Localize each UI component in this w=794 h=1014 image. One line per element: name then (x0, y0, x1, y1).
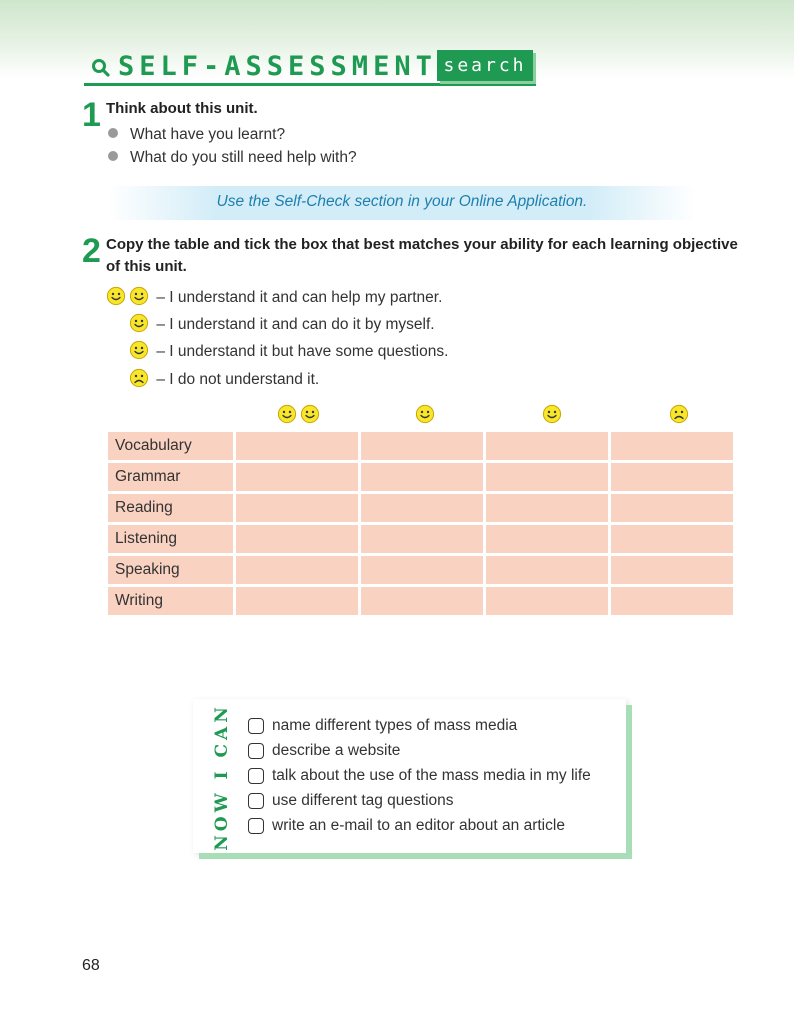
column-header-excellent (237, 404, 362, 424)
row-label: Listening (108, 525, 233, 553)
banner-text: Use the Self-Check section in your Online Application. (216, 193, 588, 210)
tick-cell[interactable] (361, 463, 483, 491)
sad-face-icon (129, 368, 149, 388)
can-do-item[interactable]: name different types of mass media (248, 716, 517, 736)
tick-cell[interactable] (486, 494, 608, 522)
table-row (108, 432, 733, 460)
tick-cell[interactable] (361, 432, 483, 460)
tick-cell[interactable] (236, 556, 358, 584)
smiley-icon (106, 286, 126, 306)
table-row (108, 463, 733, 491)
column-header-ok (491, 404, 616, 424)
tick-cell[interactable] (236, 525, 358, 553)
now-i-can-label: NOW I CAN (212, 703, 232, 851)
tick-cell[interactable] (611, 463, 733, 491)
tick-cell[interactable] (611, 556, 733, 584)
question-number-2: 2 (82, 232, 101, 270)
smiley-icon (129, 340, 149, 360)
row-label: Reading (108, 494, 233, 522)
smiley-icon (129, 313, 149, 333)
question-1-title: Think about this unit. (106, 100, 258, 117)
bullet-item: What do you still need help with? (108, 148, 357, 168)
tick-cell[interactable] (361, 494, 483, 522)
tick-cell[interactable] (486, 587, 608, 615)
tick-cell[interactable] (236, 587, 358, 615)
question-number-1: 1 (82, 96, 101, 134)
sad-face-icon (669, 404, 689, 424)
tick-cell[interactable] (361, 525, 483, 553)
tick-cell[interactable] (611, 432, 733, 460)
row-label: Writing (108, 587, 233, 615)
legend-row-good: – I understand it and can do it by myself. (129, 313, 435, 336)
now-i-can-box (193, 699, 626, 853)
smiley-icon (300, 404, 320, 424)
can-do-item[interactable]: write an e-mail to an editor about an article (248, 816, 565, 836)
tick-cell[interactable] (486, 463, 608, 491)
tick-cell[interactable] (361, 587, 483, 615)
self-assessment-table (105, 429, 736, 618)
table-row (108, 587, 733, 615)
can-do-item[interactable]: use different tag questions (248, 791, 454, 811)
smiley-icon (415, 404, 435, 424)
tick-cell[interactable] (236, 494, 358, 522)
tick-cell[interactable] (486, 432, 608, 460)
tick-cell[interactable] (611, 525, 733, 553)
bullet-dot-icon (108, 151, 118, 161)
can-do-item[interactable]: describe a website (248, 741, 400, 761)
question-2-title-line1: Copy the table and tick the box that best matches your ability for each learning objective (106, 236, 738, 253)
checkbox[interactable] (248, 718, 264, 734)
column-header-good (364, 404, 489, 424)
tick-cell[interactable] (611, 587, 733, 615)
search-tag: search (437, 50, 533, 81)
smiley-icon (129, 286, 149, 306)
online-app-banner (108, 186, 696, 220)
legend-row-poor: – I do not understand it. (129, 368, 319, 391)
can-do-item[interactable]: talk about the use of the mass media in my life (248, 766, 591, 786)
page-number: 68 (82, 957, 100, 974)
bullet-item: What have you learnt? (108, 125, 285, 145)
tick-cell[interactable] (486, 556, 608, 584)
bullet-dot-icon (108, 128, 118, 138)
table-row (108, 494, 733, 522)
tick-cell[interactable] (236, 432, 358, 460)
magnifier-icon (90, 57, 112, 79)
legend-row-excellent: – I understand it and can help my partner. (106, 286, 442, 309)
tick-cell[interactable] (486, 525, 608, 553)
table-row (108, 556, 733, 584)
tick-cell[interactable] (611, 494, 733, 522)
table-row (108, 525, 733, 553)
checkbox[interactable] (248, 818, 264, 834)
section-title: SELF-ASSESSMENT (118, 51, 437, 82)
checkbox[interactable] (248, 793, 264, 809)
smiley-icon (542, 404, 562, 424)
smiley-icon (277, 404, 297, 424)
table-header (0, 404, 794, 430)
legend-row-ok: – I understand it but have some questions. (129, 340, 448, 363)
section-header (84, 50, 536, 86)
tick-cell[interactable] (361, 556, 483, 584)
row-label: Grammar (108, 463, 233, 491)
column-header-poor (618, 404, 743, 424)
checkbox[interactable] (248, 743, 264, 759)
checkbox[interactable] (248, 768, 264, 784)
row-label: Speaking (108, 556, 233, 584)
question-2-title-line2: of this unit. (106, 258, 187, 275)
tick-cell[interactable] (236, 463, 358, 491)
row-label: Vocabulary (108, 432, 233, 460)
